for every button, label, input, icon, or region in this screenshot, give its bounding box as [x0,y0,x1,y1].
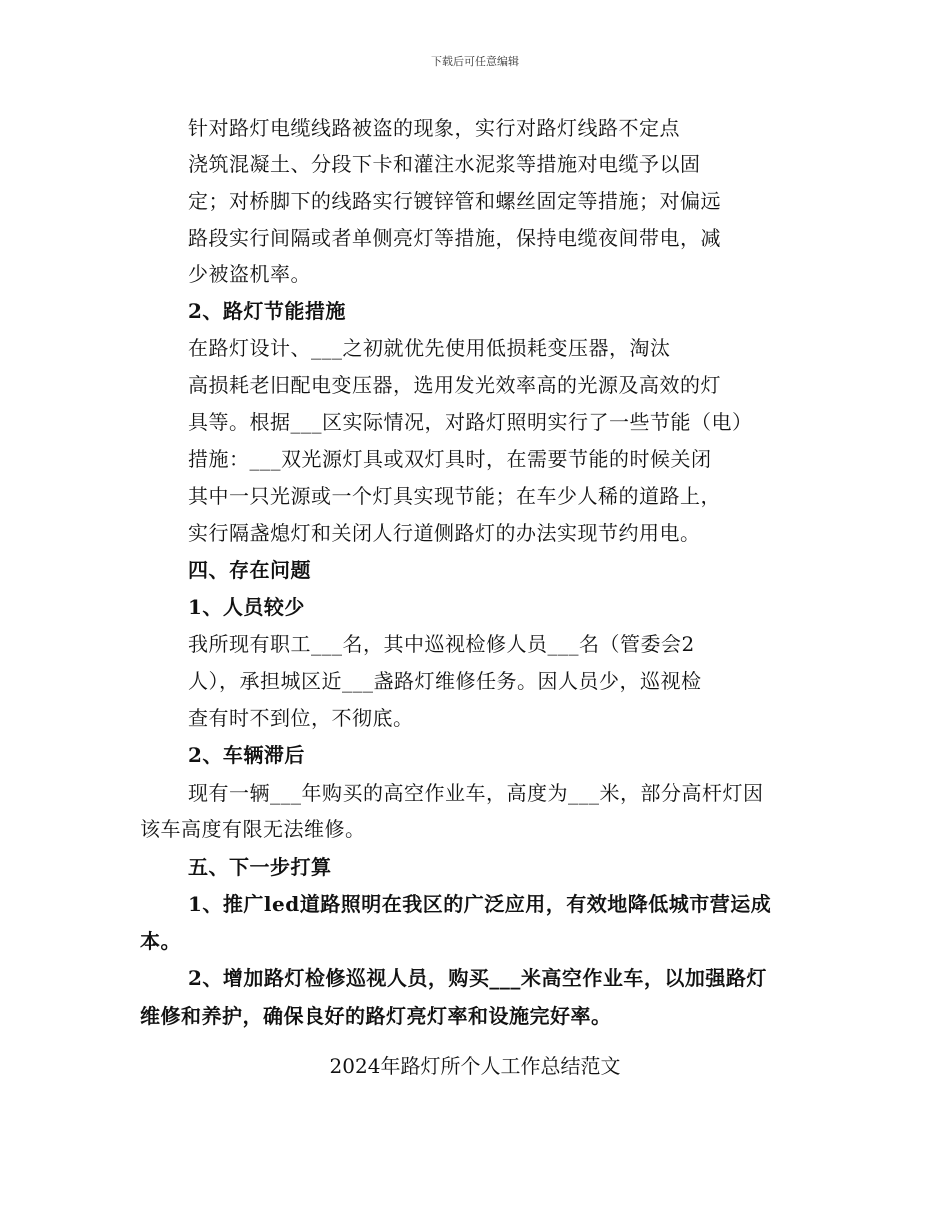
paragraph-2-line-4: 措施：___双光源灯具或双灯具时，在需要节能的时候关闭 [188,447,712,471]
paragraph-3-line-3: 查有时不到位，不彻底。 [188,706,414,730]
paragraph-1-line-3: 定；对桥脚下的线路实行镀锌管和螺丝固定等措施；对偏远 [188,189,721,213]
paragraph-1-line-2: 浇筑混凝土、分段下卡和灌注水泥浆等措施对电缆予以固 [188,152,701,176]
plan-2-line-2: 维修和养护，确保良好的路灯亮灯率和设施完好率。 [140,1004,612,1028]
plan-2-line-1: 2、增加路灯检修巡视人员，购买___米高空作业车，以加强路灯 [188,966,767,990]
heading-existing-problems: 四、存在问题 [188,558,311,582]
paragraph-1-line-1: 针对路灯电缆线路被盗的现象，实行对路灯线路不定点 [188,116,680,140]
paragraph-3-line-2: 人），承担城区近___盏路灯维修任务。因人员少，巡视检 [188,669,702,693]
paragraph-2-line-6: 实行隔盏熄灯和关闭人行道侧路灯的办法实现节约用电。 [188,521,701,545]
heading-vehicle-lag: 2、车辆滞后 [188,743,305,767]
next-document-title: 2024年路灯所个人工作总结范文 [329,1054,621,1078]
paragraph-1-line-5: 少被盗机率。 [188,262,311,286]
plan-1-line-1: 1、推广led道路照明在我区的广泛应用，有效地降低城市营运成 [188,892,772,916]
paragraph-3-line-1: 我所现有职工___名，其中巡视检修人员___名（管委会2 [188,632,695,656]
paragraph-4-line-2: 该车高度有限无法维修。 [140,817,366,841]
paragraph-2-line-1: 在路灯设计、___之初就优先使用低损耗变压器，淘汰 [188,336,671,360]
paragraph-2-line-3: 具等。根据___区实际情况，对路灯照明实行了一些节能（电） [188,410,753,434]
paragraph-2-line-2: 高损耗老旧配电变压器，选用发光效率高的光源及高效的灯 [188,373,721,397]
paragraph-1-line-4: 路段实行间隔或者单侧亮灯等措施，保持电缆夜间带电，减 [188,226,721,250]
heading-energy-saving: 2、路灯节能措施 [188,299,346,323]
paragraph-4-line-1: 现有一辆___年购买的高空作业车，高度为___米，部分高杆灯因 [188,781,764,805]
plan-1-line-2: 本。 [140,929,181,953]
heading-staff-shortage: 1、人员较少 [188,595,305,619]
paragraph-2-line-5: 其中一只光源或一个灯具实现节能；在车少人稀的道路上， [188,484,721,508]
page-header-note: 下载后可任意编辑 [431,55,519,68]
heading-next-steps: 五、下一步打算 [188,855,332,879]
